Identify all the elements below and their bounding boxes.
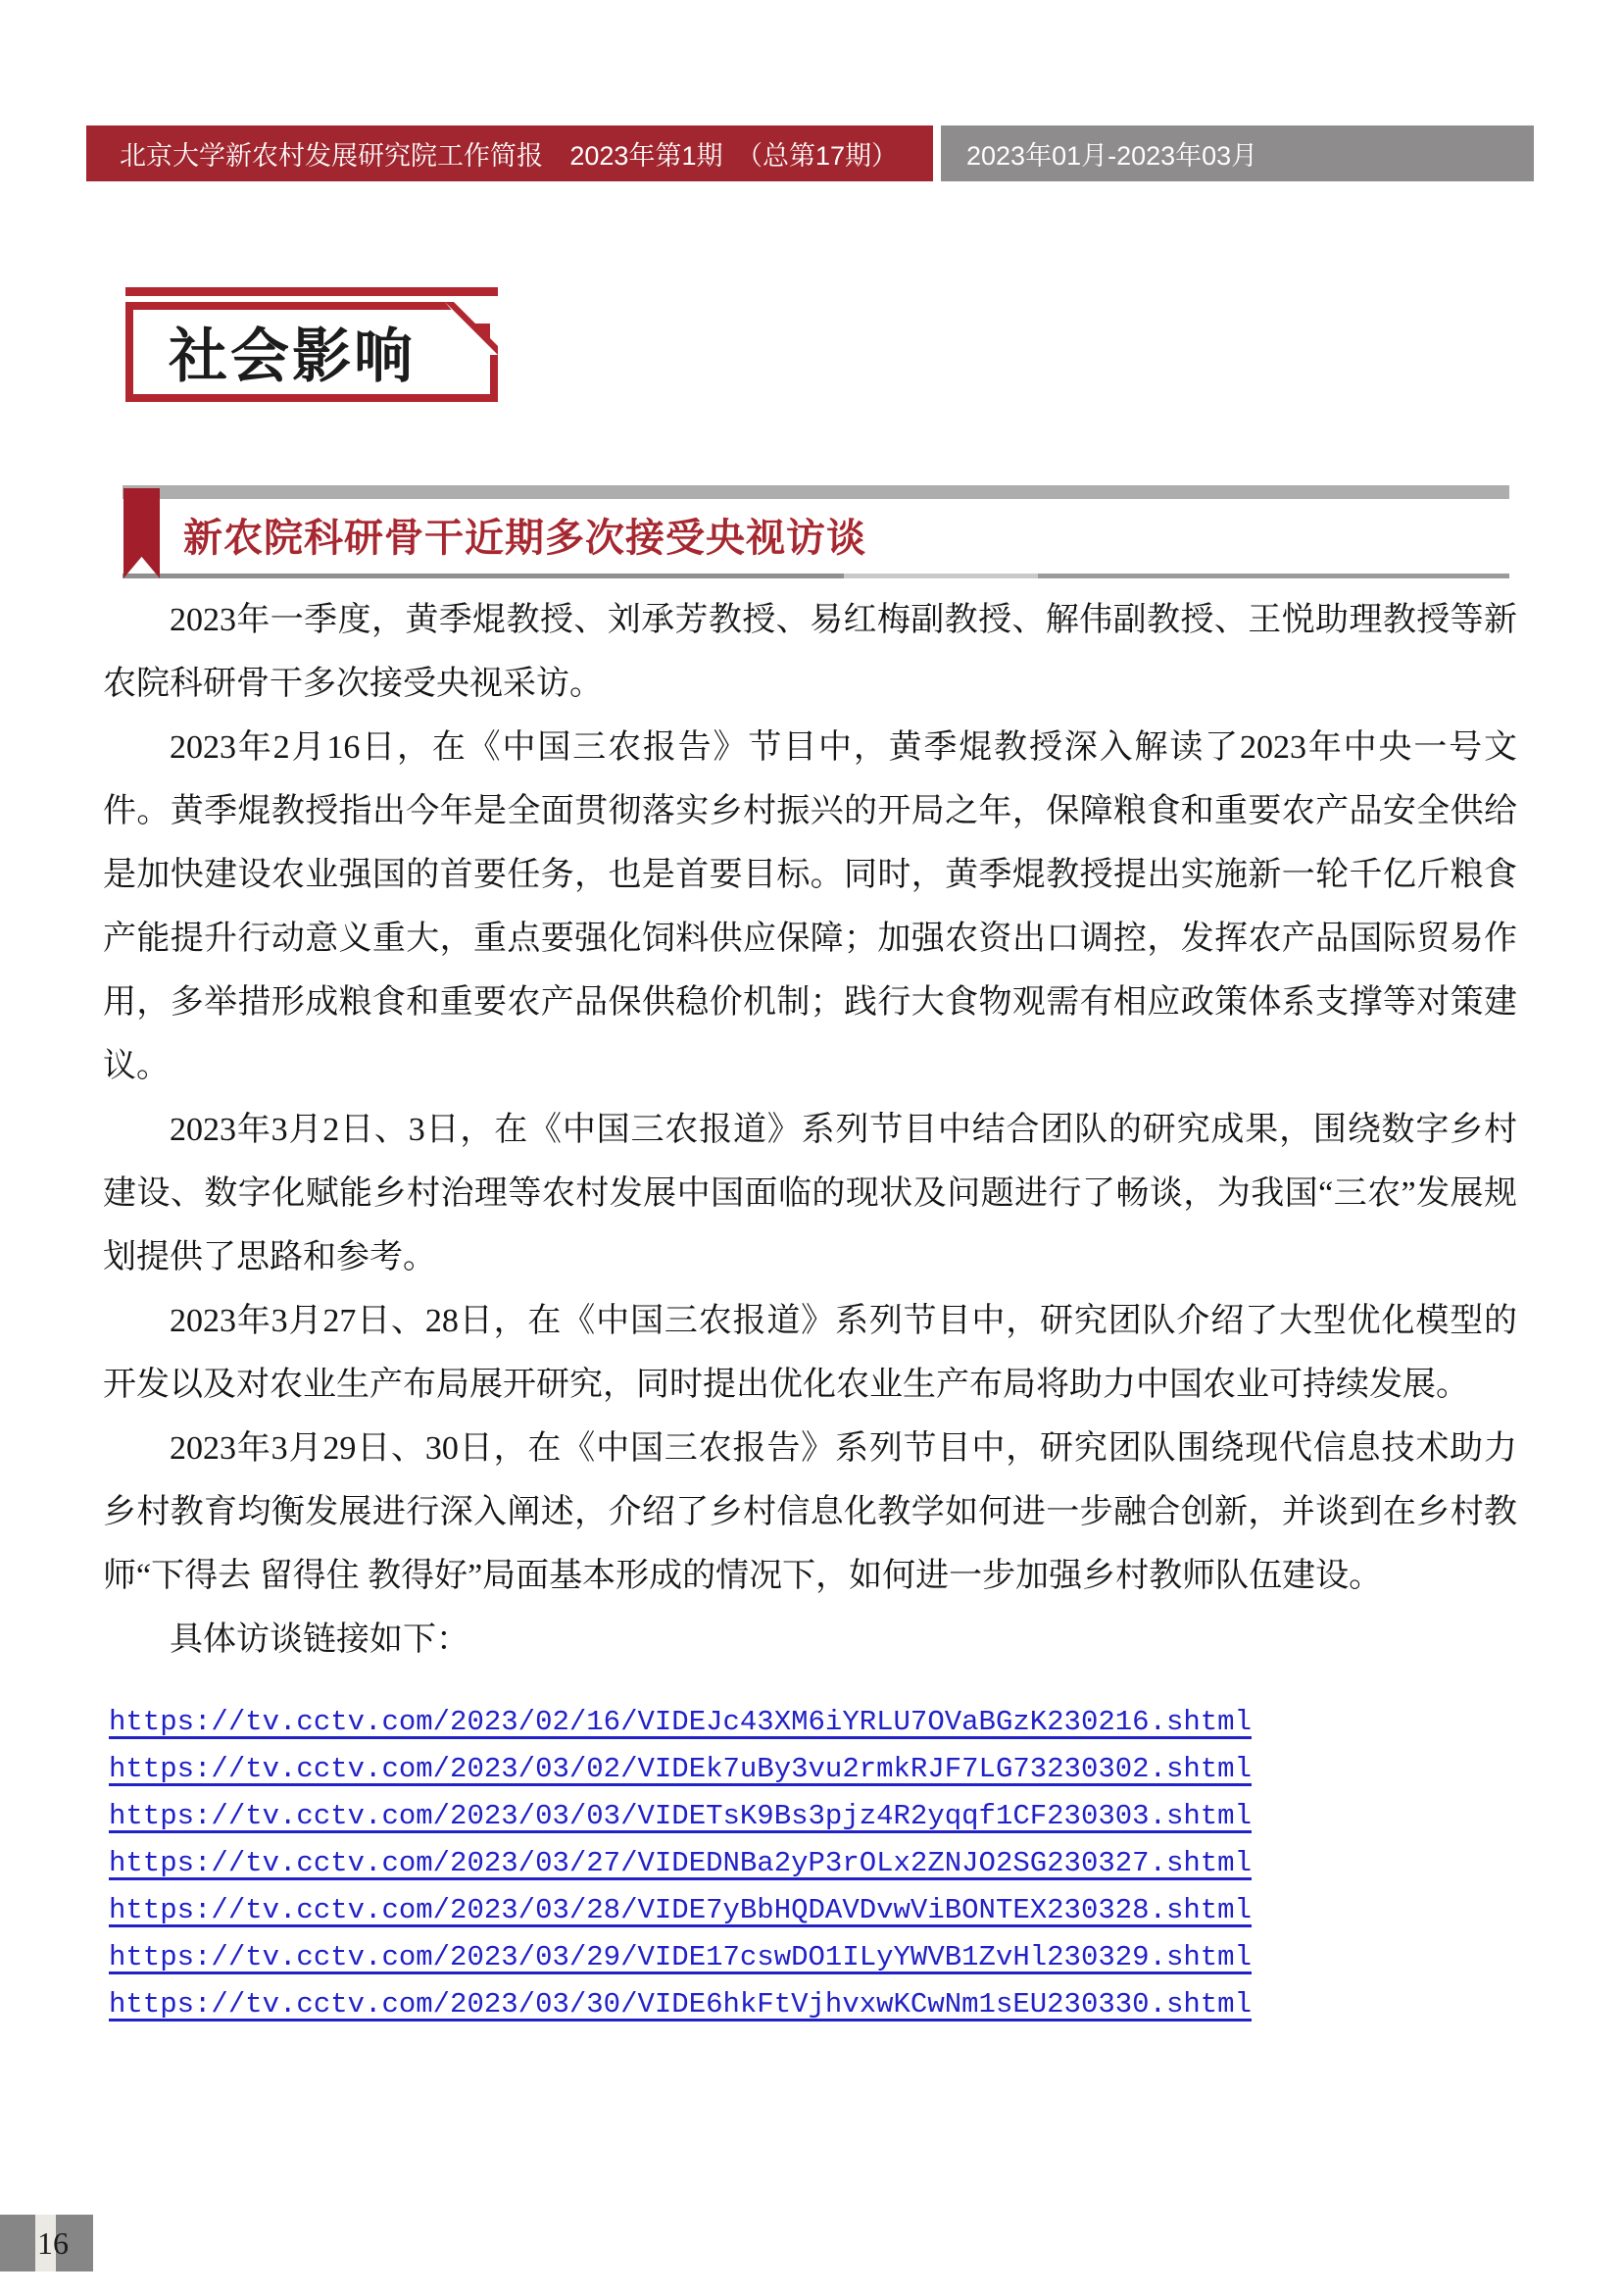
- page-header: [86, 125, 1534, 181]
- cctv-link-3[interactable]: https://tv.cctv.com/2023/03/03/VIDETsK9Bs3pjz4R2yqqf1CF230303.shtml: [109, 1800, 1252, 1832]
- banner-box: [125, 302, 498, 402]
- paragraph-5: 2023年3月29日、30日，在《中国三农报告》系列节目中，研究团队围绕现代信息技术助力乡村教育均衡发展进行深入阐述，介绍了乡村信息化教学如何进一步融合创新，并谈到在乡村教师“下得去 留得住 教得好”局面基本形成的情况下，如何进一步加强乡村教师队伍建设。: [103, 1430, 1517, 1594]
- header-divider: [933, 125, 941, 181]
- cctv-link-4[interactable]: https://tv.cctv.com/2023/03/27/VIDEDNBa2yP3rOLx2ZNJO2SG230327.shtml: [109, 1847, 1252, 1879]
- banner-top-rule: [125, 287, 498, 296]
- header-gray-band: [941, 125, 1534, 181]
- article-header: [123, 485, 1509, 578]
- cctv-link-6[interactable]: https://tv.cctv.com/2023/03/29/VIDE17cswDO1ILyYWVB1ZvHl230329.shtml: [109, 1941, 1252, 1973]
- page-number: 16: [37, 2225, 69, 2261]
- article-title: 新农院科研骨干近期多次接受央视访谈: [183, 517, 866, 560]
- header-red-band: [86, 125, 933, 181]
- section-banner-title: 社会影响: [169, 324, 416, 389]
- bookmark-ribbon-icon: [123, 488, 160, 578]
- section-banner: [125, 287, 498, 402]
- issue-number: 2023年第1期 （总第17期）: [569, 141, 898, 171]
- page-number-block: [0, 2215, 93, 2271]
- paragraph-4: 2023年3月27日、28日，在《中国三农报道》系列节目中，研究团队介绍了大型优化模型的开发以及对农业生产布局展开研究，同时提出优化农业生产布局将助力中国农业可持续发展。: [103, 1303, 1517, 1403]
- link-list: [109, 1699, 1517, 2028]
- cctv-link-7[interactable]: https://tv.cctv.com/2023/03/30/VIDE6hkFtVjhvxwKCwNm1sEU230330.shtml: [109, 1988, 1252, 2021]
- links-intro: 具体访谈链接如下：: [170, 1622, 469, 1658]
- paragraph-1: 2023年一季度，黄季焜教授、刘承芳教授、易红梅副教授、解伟副教授、王悦助理教授等新农院科研骨干多次接受央视采访。: [103, 602, 1517, 702]
- issue-period: 2023年01月-2023年03月: [966, 141, 1258, 171]
- cctv-link-1[interactable]: https://tv.cctv.com/2023/02/16/VIDEJc43XM6iYRLU7OVaBGzK230216.shtml: [109, 1706, 1252, 1738]
- cctv-link-5[interactable]: https://tv.cctv.com/2023/03/28/VIDE7yBbHQDAVDvwViBONTEX230328.shtml: [109, 1894, 1252, 1926]
- paragraph-3: 2023年3月2日、3日，在《中国三农报道》系列节目中结合团队的研究成果，围绕数字乡村建设、数字化赋能乡村治理等农村发展中国面临的现状及问题进行了畅谈，为我国“三农”发展规划提供了思路和参考。: [103, 1112, 1517, 1275]
- folded-corner-icon: [445, 302, 498, 355]
- article-body: [103, 588, 1517, 2028]
- cctv-link-2[interactable]: https://tv.cctv.com/2023/03/02/VIDEk7uBy3vu2rmkRJF7LG73230302.shtml: [109, 1753, 1252, 1785]
- article-title-underline: [123, 574, 1509, 578]
- header-gray-rule: [123, 485, 1509, 499]
- bulletin-title: 北京大学新农村发展研究院工作简报: [120, 141, 543, 171]
- paragraph-2: 2023年2月16日，在《中国三农报告》节目中，黄季焜教授深入解读了2023年中央一号文件。黄季焜教授指出今年是全面贯彻落实乡村振兴的开局之年，保障粮食和重要农产品安全供给是加快建设农业强国的首要任务，也是首要目标。同时，黄季焜教授提出实施新一轮千亿斤粮食产能提升行动意义重大，重点要强化饲料供应保障；加强农资出口调控，发挥农产品国际贸易作用，多举措形成粮食和重要农产品保供稳价机制；践行大食物观需有相应政策体系支撑等对策建议。: [103, 729, 1517, 1084]
